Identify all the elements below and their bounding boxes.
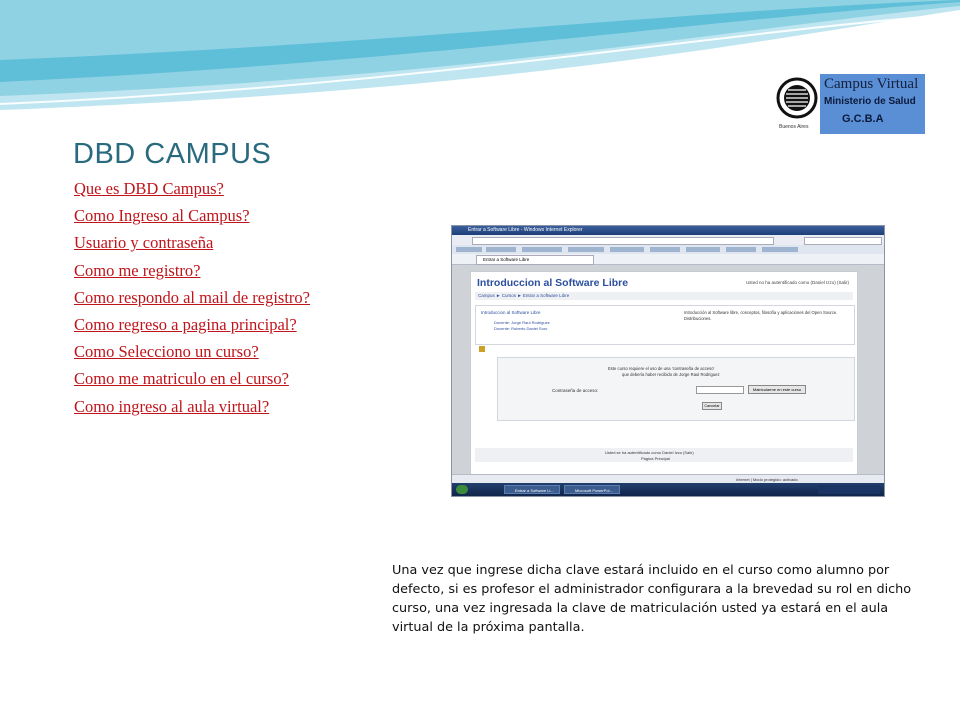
search-field: [804, 237, 882, 245]
brand-line-2: Ministerio de Salud: [824, 96, 916, 107]
faq-item: [74, 370, 374, 388]
faq-link-mail[interactable]: Como respondo al mail de registro?: [74, 287, 310, 307]
faq-item: [74, 207, 374, 225]
browser-tab: Entrar a Software Libre: [476, 255, 594, 265]
key-icon: [479, 346, 485, 352]
faq-item: [74, 289, 374, 307]
faq-link-ingreso[interactable]: Como Ingreso al Campus?: [74, 206, 250, 226]
faq-item: [74, 398, 374, 416]
system-tray: [818, 485, 880, 494]
course-heading: Introduccion al Software Libre: [477, 277, 629, 289]
status-text: Internet | Modo protegido: activado: [736, 477, 798, 482]
faq-item: [74, 343, 374, 361]
teacher-1: Docente: Jorge Raul Rodriguez: [494, 320, 550, 325]
faq-link-registro[interactable]: Como me registro?: [74, 260, 201, 280]
enrol-message-1: Este curso requiere el uso de una 'contraseña de acceso': [608, 366, 715, 371]
windows-taskbar: [452, 483, 884, 496]
login-info: Usted no ha autentificado como (Daniel Izzo) (Salir): [745, 280, 849, 285]
seal-caption: Buenos Aires: [779, 124, 809, 130]
slide-title: DBD CAMPUS: [73, 138, 272, 170]
teacher-2: Docente: Roberto Daniel Soro: [494, 326, 548, 331]
breadcrumb: Campus ► Cursos ► Entrar a Software Libre: [475, 292, 853, 300]
course-summary: [475, 305, 855, 345]
brand-line-1: Campus Virtual: [824, 76, 919, 92]
enrol-button: Matricularme en este curso: [748, 385, 806, 394]
campus-virtual-brand: [820, 74, 925, 134]
taskbar-item: Microsoft PowerPoi...: [564, 485, 620, 494]
moodle-footer: [475, 448, 853, 462]
faq-link-usuario[interactable]: Usuario y contraseña: [74, 233, 214, 253]
campus-virtual-logo: [776, 74, 926, 134]
moodle-page: [452, 265, 884, 483]
window-titlebar: [452, 226, 884, 235]
footer-login-info: Usted se ha autentificado como Daniel Izzo (Salir): [605, 450, 694, 455]
taskbar-item: Entrar a Software Li...: [504, 485, 560, 494]
faq-link-matricula[interactable]: Como me matriculo en el curso?: [74, 369, 289, 389]
faq-item: [74, 180, 374, 198]
faq-link-seleccion-curso[interactable]: Como Selecciono un curso?: [74, 342, 259, 362]
start-button-icon: [456, 485, 468, 494]
brand-line-3: G.C.B.A: [842, 113, 884, 125]
explanation-caption: Una vez que ingrese dicha clave estará incluido en el curso como alumno por defecto, si es profesor el administrador configurara a la brevedad su rol en dicho curso, una vez ingresada la clave de matriculación usted ya estará en el aula virtual de la próxima pantalla.: [392, 563, 912, 635]
enrol-key-input: [696, 386, 744, 394]
embedded-browser-screenshot: [451, 225, 885, 497]
course-link: Introduccion al Software Libre: [481, 310, 541, 315]
faq-link-list: [74, 180, 374, 425]
url-field: [472, 237, 774, 245]
enrol-message-2: que debería haber recibido de Jorge Raul Rodriguez: [622, 372, 720, 377]
browser-tab-strip: [452, 254, 884, 265]
moodle-card: [470, 271, 858, 483]
faq-item: [74, 316, 374, 334]
footer-home-link: Página Principal: [641, 456, 670, 461]
enrolment-box: [497, 357, 855, 421]
window-title: Entrar a Software Libre - Windows Internet Explorer: [468, 227, 583, 233]
faq-item: [74, 262, 374, 280]
faq-item: [74, 234, 374, 252]
course-description: Introducción al Software libre, conceptos, filosofía y aplicaciones del Open Source. Distribuciones.: [684, 310, 838, 321]
faq-link-pagina-principal[interactable]: Como regreso a pagina principal?: [74, 314, 297, 334]
cancel-button: Cancelar: [702, 402, 722, 410]
faq-link-aula-virtual[interactable]: Como ingreso al aula virtual?: [74, 396, 270, 416]
faq-link-que-es[interactable]: Que es DBD Campus?: [74, 179, 224, 198]
enrol-key-label: Contraseña de acceso:: [552, 388, 599, 393]
